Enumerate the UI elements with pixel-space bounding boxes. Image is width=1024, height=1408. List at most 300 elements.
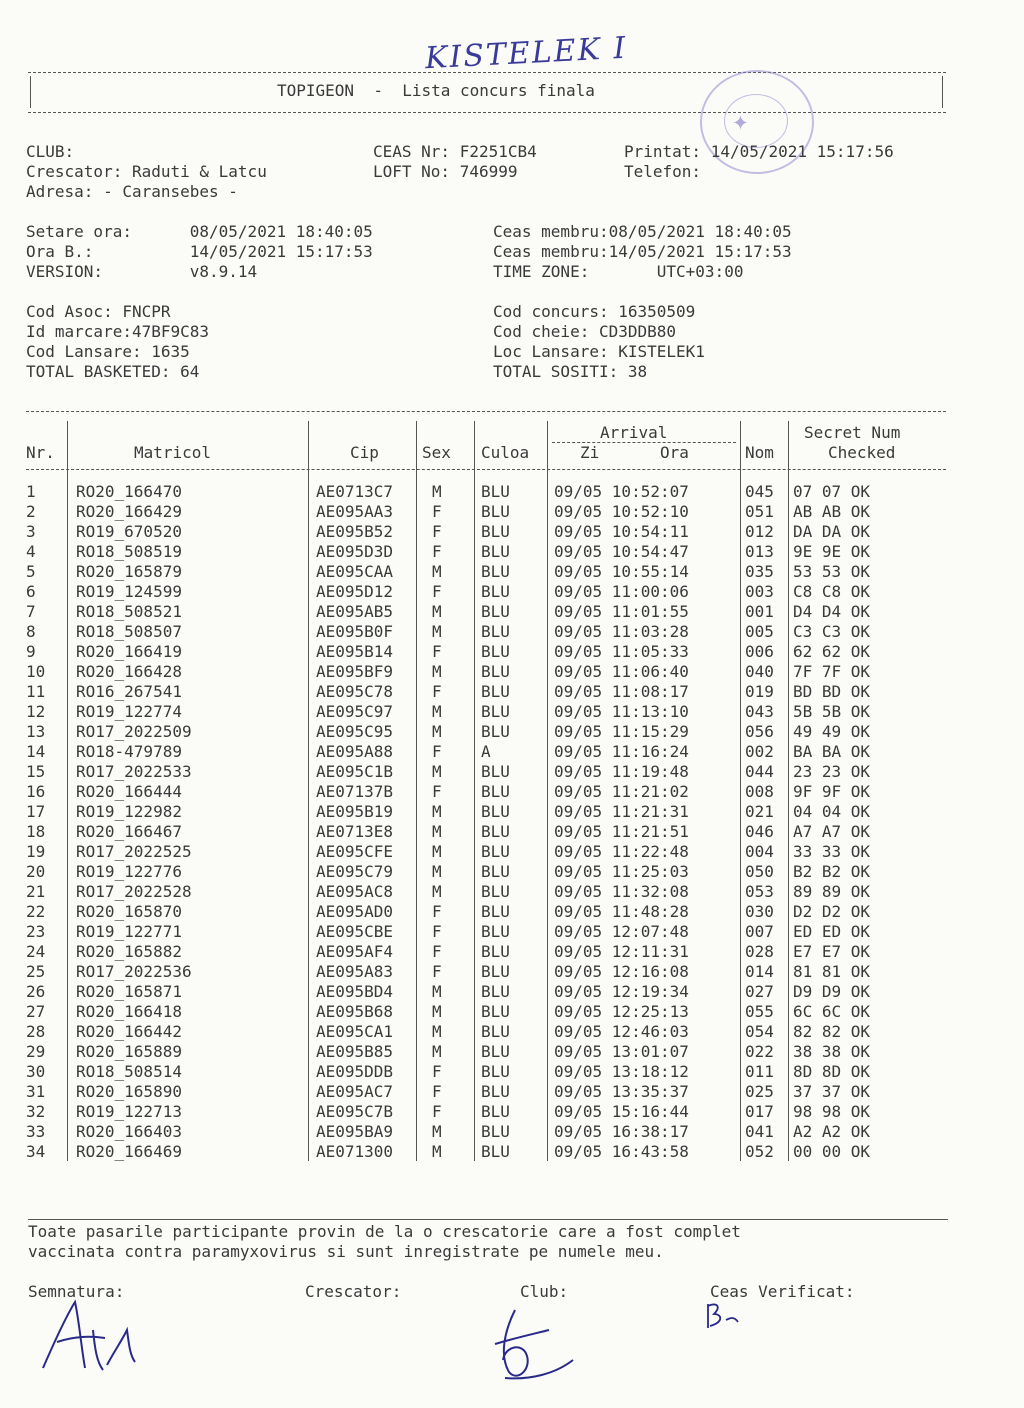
header-top-border (28, 72, 946, 73)
cell-sex: F (432, 582, 442, 601)
cell-matricol: RO20_165870 (76, 902, 182, 921)
cell-sex: F (432, 1102, 442, 1121)
cell-nom: 012 (745, 522, 774, 541)
setare-ora: Setare ora: 08/05/2021 18:40:05 (26, 222, 373, 241)
printat: Printat: 14/05/2021 15:17:56 (624, 142, 894, 161)
total-sositi: TOTAL SOSITI: 38 (493, 362, 648, 381)
cell-nr: 12 (26, 702, 46, 721)
cell-secret: 7F 7F OK (793, 662, 871, 681)
cell-sex: M (432, 822, 442, 841)
header-nom: Nom (745, 443, 774, 462)
cell-sex: M (432, 722, 442, 741)
cell-cip: AE095AA3 (316, 502, 394, 521)
cell-arrival: 09/05 10:52:10 (554, 502, 689, 521)
cell-secret: 23 23 OK (793, 762, 871, 781)
cell-matricol: RO20_166418 (76, 1002, 182, 1021)
cell-culoa: BLU (481, 662, 510, 681)
cell-matricol: RO20_166470 (76, 482, 182, 501)
handwritten-title: KISTELEK I (424, 30, 629, 77)
cell-culoa: BLU (481, 622, 510, 641)
id-marcare: Id marcare:47BF9C83 (26, 322, 210, 341)
cell-arrival: 09/05 12:16:08 (554, 962, 689, 981)
cell-sex: M (432, 622, 442, 641)
cell-matricol: RO16_267541 (76, 682, 182, 701)
cell-culoa: BLU (481, 1142, 510, 1161)
ora-b: Ora B.: 14/05/2021 15:17:53 (26, 242, 373, 261)
header-nr: Nr. (26, 443, 55, 462)
cell-sex: F (432, 962, 442, 981)
cell-secret: D2 D2 OK (793, 902, 871, 921)
cell-secret: C8 C8 OK (793, 582, 871, 601)
cell-cip: AE095AD0 (316, 902, 394, 921)
cell-nr: 28 (26, 1022, 46, 1041)
cell-arrival: 09/05 13:18:12 (554, 1062, 689, 1081)
cell-culoa: BLU (481, 642, 510, 661)
cell-matricol: RO17_2022528 (76, 882, 192, 901)
cell-secret: 81 81 OK (793, 962, 871, 981)
cell-arrival: 09/05 11:00:06 (554, 582, 689, 601)
telefon: Telefon: (624, 162, 702, 181)
cell-culoa: BLU (481, 1062, 510, 1081)
cell-sex: F (432, 1082, 442, 1101)
cell-sex: M (432, 842, 442, 861)
cell-secret: 9F 9F OK (793, 782, 871, 801)
cell-culoa: BLU (481, 982, 510, 1001)
cell-cip: AE0713C7 (316, 482, 394, 501)
cell-arrival: 09/05 11:22:48 (554, 842, 689, 861)
cell-sex: M (432, 1142, 442, 1161)
cell-nom: 025 (745, 1082, 774, 1101)
cell-sex: F (432, 502, 442, 521)
cell-cip: AE095AC8 (316, 882, 394, 901)
cell-arrival: 09/05 11:05:33 (554, 642, 689, 661)
cell-secret: B2 B2 OK (793, 862, 871, 881)
cell-cip: AE0713E8 (316, 822, 394, 841)
cell-nr: 22 (26, 902, 46, 921)
col-sep-1 (67, 421, 68, 1161)
cell-culoa: BLU (481, 1122, 510, 1141)
cell-matricol: RO18_508514 (76, 1062, 182, 1081)
club-footer-label: Club: (520, 1282, 569, 1301)
cell-nom: 040 (745, 662, 774, 681)
cell-culoa: BLU (481, 1082, 510, 1101)
cell-culoa: BLU (481, 602, 510, 621)
cell-arrival: 09/05 16:43:58 (554, 1142, 689, 1161)
header-culoa: Culoa (481, 443, 530, 462)
ceas-membru-2: Ceas membru:14/05/2021 15:17:53 (493, 242, 792, 261)
club-label: CLUB: (26, 142, 75, 161)
cell-matricol: RO20_165871 (76, 982, 182, 1001)
cell-nom: 054 (745, 1022, 774, 1041)
header-checked: Checked (828, 443, 896, 462)
cell-nom: 001 (745, 602, 774, 621)
cell-nom: 006 (745, 642, 774, 661)
cell-culoa: BLU (481, 502, 510, 521)
cell-sex: M (432, 482, 442, 501)
cell-arrival: 09/05 10:52:07 (554, 482, 689, 501)
cell-sex: M (432, 602, 442, 621)
cell-sex: M (432, 662, 442, 681)
cell-cip: AE095D12 (316, 582, 394, 601)
cell-arrival: 09/05 11:21:31 (554, 802, 689, 821)
cell-culoa: BLU (481, 1022, 510, 1041)
cell-culoa: BLU (481, 862, 510, 881)
cell-cip: AE095B68 (316, 1002, 394, 1021)
cell-matricol: RO17_2022533 (76, 762, 192, 781)
cell-nom: 002 (745, 742, 774, 761)
header-left-border (30, 76, 31, 108)
semnatura-label: Semnatura: (28, 1282, 125, 1301)
cell-nom: 007 (745, 922, 774, 941)
cell-arrival: 09/05 11:21:51 (554, 822, 689, 841)
cell-secret: BA BA OK (793, 742, 871, 761)
cell-nr: 33 (26, 1122, 46, 1141)
col-sep-3 (416, 421, 417, 1161)
version: VERSION: v8.9.14 (26, 262, 258, 281)
ceas-membru-1: Ceas membru:08/05/2021 18:40:05 (493, 222, 792, 241)
cell-matricol: RO20_166467 (76, 822, 182, 841)
header-arrival: Arrival (600, 423, 668, 442)
cell-culoa: BLU (481, 522, 510, 541)
cell-sex: F (432, 742, 442, 761)
cell-matricol: RO19_122713 (76, 1102, 182, 1121)
cell-nr: 21 (26, 882, 46, 901)
cell-matricol: RO20_166444 (76, 782, 182, 801)
crescator-label: Crescator: (305, 1282, 402, 1301)
cell-nr: 34 (26, 1142, 46, 1161)
cell-nom: 044 (745, 762, 774, 781)
cell-arrival: 09/05 12:25:13 (554, 1002, 689, 1021)
cell-nr: 32 (26, 1102, 46, 1121)
cell-nom: 055 (745, 1002, 774, 1021)
cell-nr: 30 (26, 1062, 46, 1081)
cell-matricol: RO18_508519 (76, 542, 182, 561)
cell-nr: 26 (26, 982, 46, 1001)
cell-culoa: BLU (481, 802, 510, 821)
cell-secret: 00 00 OK (793, 1142, 871, 1161)
footer-statement-2: vaccinata contra paramyxovirus si sunt inregistrate pe numele meu. (28, 1242, 664, 1261)
cell-nr: 16 (26, 782, 46, 801)
cell-nom: 052 (745, 1142, 774, 1161)
cell-nom: 011 (745, 1062, 774, 1081)
cell-matricol: RO18_508521 (76, 602, 182, 621)
pigeon-icon: ✦ (732, 104, 749, 137)
cell-secret: 37 37 OK (793, 1082, 871, 1101)
cell-culoa: BLU (481, 842, 510, 861)
cell-nom: 013 (745, 542, 774, 561)
cell-secret: D4 D4 OK (793, 602, 871, 621)
cell-secret: 49 49 OK (793, 722, 871, 741)
header-ora: Ora (660, 443, 689, 462)
cell-matricol: RO20_165882 (76, 942, 182, 961)
cell-cip: AE095AF4 (316, 942, 394, 961)
cod-cheie: Cod cheie: CD3DDB80 (493, 322, 677, 341)
cell-culoa: BLU (481, 1042, 510, 1061)
cell-arrival: 09/05 11:19:48 (554, 762, 689, 781)
cell-cip: AE095BF9 (316, 662, 394, 681)
cell-nr: 4 (26, 542, 36, 561)
cell-arrival: 09/05 11:15:29 (554, 722, 689, 741)
cell-nr: 23 (26, 922, 46, 941)
cell-arrival: 09/05 15:16:44 (554, 1102, 689, 1121)
cell-sex: M (432, 982, 442, 1001)
cell-secret: 04 04 OK (793, 802, 871, 821)
col-sep-6 (740, 421, 741, 1161)
cell-nom: 035 (745, 562, 774, 581)
cell-sex: M (432, 702, 442, 721)
cell-cip: AE095AB5 (316, 602, 394, 621)
cell-cip: AE095CBE (316, 922, 394, 941)
cell-matricol: RO20_165890 (76, 1082, 182, 1101)
cell-culoa: BLU (481, 682, 510, 701)
cell-sex: M (432, 882, 442, 901)
cell-nr: 1 (26, 482, 36, 501)
cell-secret: AB AB OK (793, 502, 871, 521)
cell-cip: AE095DDB (316, 1062, 394, 1081)
cell-arrival: 09/05 10:54:11 (554, 522, 689, 541)
cell-culoa: A (481, 742, 491, 761)
cell-matricol: RO19_124599 (76, 582, 182, 601)
cell-matricol: RO20_166419 (76, 642, 182, 661)
cell-nr: 14 (26, 742, 46, 761)
cod-asoc: Cod Asoc: FNCPR (26, 302, 171, 321)
cell-nr: 8 (26, 622, 36, 641)
cell-matricol: RO19_122776 (76, 862, 182, 881)
cell-matricol: RO19_122771 (76, 922, 182, 941)
header-right-border (942, 76, 943, 108)
cell-culoa: BLU (481, 762, 510, 781)
cell-nr: 6 (26, 582, 36, 601)
cell-secret: 62 62 OK (793, 642, 871, 661)
cell-nom: 027 (745, 982, 774, 1001)
cell-cip: AE095C1B (316, 762, 394, 781)
cell-arrival: 09/05 11:21:02 (554, 782, 689, 801)
cell-arrival: 09/05 11:08:17 (554, 682, 689, 701)
cell-nr: 19 (26, 842, 46, 861)
cell-arrival: 09/05 10:55:14 (554, 562, 689, 581)
cell-nom: 045 (745, 482, 774, 501)
cell-arrival: 09/05 16:38:17 (554, 1122, 689, 1141)
cell-matricol: RO20_165889 (76, 1042, 182, 1061)
cell-nom: 003 (745, 582, 774, 601)
cell-nr: 11 (26, 682, 46, 701)
header-matricol: Matricol (134, 443, 212, 462)
cell-arrival: 09/05 13:01:07 (554, 1042, 689, 1061)
cell-cip: AE095A88 (316, 742, 394, 761)
footer-divider (28, 1219, 948, 1220)
cell-sex: M (432, 862, 442, 881)
cell-culoa: BLU (481, 582, 510, 601)
cell-cip: AE095CAA (316, 562, 394, 581)
cell-sex: M (432, 802, 442, 821)
cell-sex: F (432, 542, 442, 561)
cell-sex: M (432, 1122, 442, 1141)
cell-nr: 17 (26, 802, 46, 821)
cell-matricol: RO20_166428 (76, 662, 182, 681)
cell-nom: 028 (745, 942, 774, 961)
cell-cip: AE095B0F (316, 622, 394, 641)
cell-nom: 022 (745, 1042, 774, 1061)
cell-secret: 8D 8D OK (793, 1062, 871, 1081)
cell-nr: 9 (26, 642, 36, 661)
cell-secret: 07 07 OK (793, 482, 871, 501)
cell-matricol: RO17_2022525 (76, 842, 192, 861)
cell-nr: 15 (26, 762, 46, 781)
cell-matricol: RO20_165879 (76, 562, 182, 581)
cell-cip: AE095D3D (316, 542, 394, 561)
cell-sex: F (432, 682, 442, 701)
cell-cip: AE095A83 (316, 962, 394, 981)
col-sep-7 (788, 421, 789, 1161)
col-sep-2 (308, 421, 309, 1161)
cell-nr: 25 (26, 962, 46, 981)
cell-matricol: RO20_166469 (76, 1142, 182, 1161)
cell-sex: M (432, 1022, 442, 1041)
cell-nom: 053 (745, 882, 774, 901)
cell-matricol: RO17_2022536 (76, 962, 192, 981)
cell-matricol: RO18_508507 (76, 622, 182, 641)
cell-cip: AE095BD4 (316, 982, 394, 1001)
col-sep-5 (547, 421, 548, 1161)
cell-sex: F (432, 902, 442, 921)
cell-nr: 13 (26, 722, 46, 741)
signature-ceas-verificat (700, 1298, 750, 1338)
header-sex: Sex (422, 443, 451, 462)
cell-nr: 7 (26, 602, 36, 621)
cell-cip: AE095C7B (316, 1102, 394, 1121)
time-zone: TIME ZONE: UTC+03:00 (493, 262, 744, 281)
adresa-info: Adresa: - Caransebes - (26, 182, 238, 201)
ceas-verificat-label: Ceas Verificat: (710, 1282, 855, 1301)
cod-lansare: Cod Lansare: 1635 (26, 342, 190, 361)
cell-arrival: 09/05 12:07:48 (554, 922, 689, 941)
cell-arrival: 09/05 11:25:03 (554, 862, 689, 881)
cell-cip: AE095B19 (316, 802, 394, 821)
cell-nom: 046 (745, 822, 774, 841)
cell-sex: F (432, 522, 442, 541)
cell-culoa: BLU (481, 562, 510, 581)
cell-nom: 043 (745, 702, 774, 721)
cell-secret: A7 A7 OK (793, 822, 871, 841)
cell-cip: AE071300 (316, 1142, 394, 1161)
cell-cip: AE095C97 (316, 702, 394, 721)
cell-secret: A2 A2 OK (793, 1122, 871, 1141)
cell-nom: 021 (745, 802, 774, 821)
cell-arrival: 09/05 11:16:24 (554, 742, 689, 761)
cell-secret: 5B 5B OK (793, 702, 871, 721)
cell-nr: 24 (26, 942, 46, 961)
cell-cip: AE095B85 (316, 1042, 394, 1061)
cell-secret: 38 38 OK (793, 1042, 871, 1061)
cell-arrival: 09/05 11:03:28 (554, 622, 689, 641)
cell-culoa: BLU (481, 482, 510, 501)
cell-culoa: BLU (481, 822, 510, 841)
cell-matricol: RO19_670520 (76, 522, 182, 541)
header-zi: Zi (580, 443, 600, 462)
footer-statement-1: Toate pasarile participante provin de la o crescatorie care a fost complet (28, 1222, 741, 1241)
crescator-info: Crescator: Raduti & Latcu (26, 162, 267, 181)
cell-culoa: BLU (481, 1102, 510, 1121)
cell-matricol: RO20_166429 (76, 502, 182, 521)
cell-cip: AE095C95 (316, 722, 394, 741)
cell-arrival: 09/05 12:11:31 (554, 942, 689, 961)
cell-arrival: 09/05 13:35:37 (554, 1082, 689, 1101)
ceas-nr: CEAS Nr: F2251CB4 (373, 142, 537, 161)
cell-cip: AE095B14 (316, 642, 394, 661)
cell-sex: F (432, 942, 442, 961)
cell-culoa: BLU (481, 1002, 510, 1021)
cell-cip: AE095B52 (316, 522, 394, 541)
cell-cip: AE095CFE (316, 842, 394, 861)
cell-nom: 050 (745, 862, 774, 881)
cell-nom: 017 (745, 1102, 774, 1121)
cell-arrival: 09/05 11:06:40 (554, 662, 689, 681)
cell-secret: DA DA OK (793, 522, 871, 541)
page-title: TOPIGEON - Lista concurs finala (277, 81, 595, 100)
cell-matricol: RO20_166403 (76, 1122, 182, 1141)
cell-nom: 041 (745, 1122, 774, 1141)
cell-culoa: BLU (481, 962, 510, 981)
cell-arrival: 09/05 12:46:03 (554, 1022, 689, 1041)
table-top-border (26, 411, 946, 412)
cell-arrival: 09/05 11:01:55 (554, 602, 689, 621)
cell-nr: 29 (26, 1042, 46, 1061)
cell-sex: M (432, 1002, 442, 1021)
total-basketed: TOTAL BASKETED: 64 (26, 362, 200, 381)
cell-culoa: BLU (481, 722, 510, 741)
signature-semnatura (35, 1290, 155, 1390)
cell-matricol: RO18-479789 (76, 742, 182, 761)
cell-secret: 9E 9E OK (793, 542, 871, 561)
loft-no: LOFT No: 746999 (373, 162, 518, 181)
header-cip: Cip (350, 443, 379, 462)
cell-nom: 019 (745, 682, 774, 701)
col-sep-4 (474, 421, 475, 1161)
cell-matricol: RO19_122982 (76, 802, 182, 821)
cell-nom: 056 (745, 722, 774, 741)
cell-culoa: BLU (481, 922, 510, 941)
cell-matricol: RO17_2022509 (76, 722, 192, 741)
cell-secret: BD BD OK (793, 682, 871, 701)
cell-culoa: BLU (481, 882, 510, 901)
cell-nr: 2 (26, 502, 36, 521)
cell-cip: AE095AC7 (316, 1082, 394, 1101)
cell-arrival: 09/05 11:13:10 (554, 702, 689, 721)
cell-nom: 008 (745, 782, 774, 801)
cell-arrival: 09/05 11:32:08 (554, 882, 689, 901)
cell-nr: 10 (26, 662, 46, 681)
cell-sex: F (432, 782, 442, 801)
cell-secret: 89 89 OK (793, 882, 871, 901)
cell-nr: 27 (26, 1002, 46, 1021)
cell-secret: 53 53 OK (793, 562, 871, 581)
cell-nom: 004 (745, 842, 774, 861)
cell-sex: F (432, 922, 442, 941)
cell-cip: AE095CA1 (316, 1022, 394, 1041)
cell-culoa: BLU (481, 942, 510, 961)
cell-nr: 20 (26, 862, 46, 881)
cell-sex: F (432, 1062, 442, 1081)
cell-culoa: BLU (481, 902, 510, 921)
cell-nr: 31 (26, 1082, 46, 1101)
cell-nr: 3 (26, 522, 36, 541)
cell-cip: AE07137B (316, 782, 394, 801)
cell-cip: AE095BA9 (316, 1122, 394, 1141)
cell-culoa: BLU (481, 782, 510, 801)
loc-lansare: Loc Lansare: KISTELEK1 (493, 342, 705, 361)
cell-matricol: RO20_166442 (76, 1022, 182, 1041)
cell-nr: 5 (26, 562, 36, 581)
